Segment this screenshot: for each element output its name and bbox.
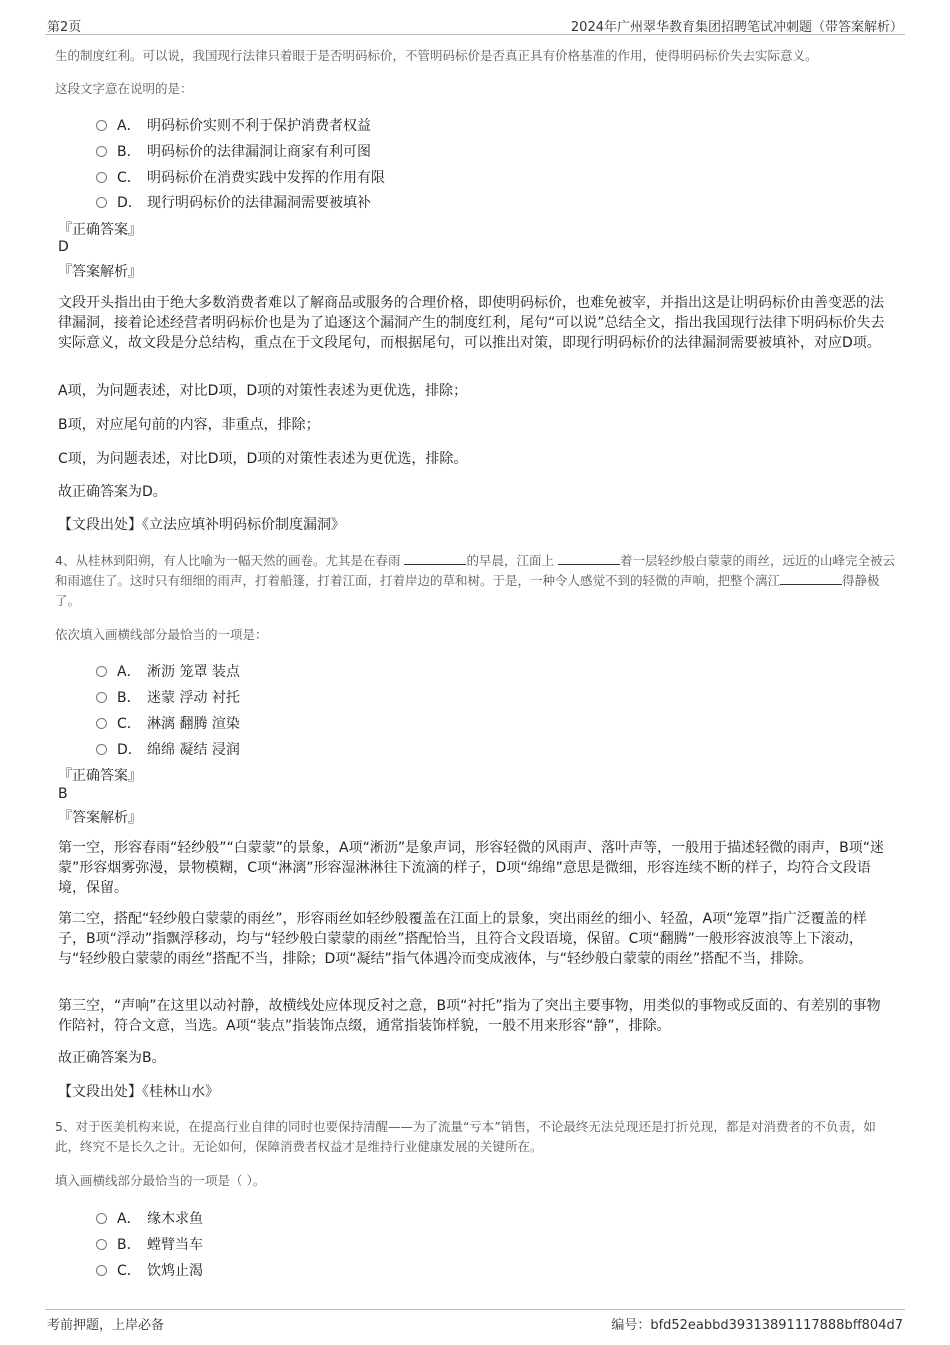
blank-line — [780, 572, 842, 585]
q3-option-c[interactable]: C． 明码标价在消费实践中发挥的作用有限 — [96, 167, 385, 187]
radio-icon[interactable] — [96, 197, 107, 208]
radio-icon[interactable] — [96, 146, 107, 157]
q3-analysis-label: 『答案解析』 — [58, 264, 142, 280]
blank-line — [558, 552, 620, 565]
q3-option-d[interactable]: D． 现行明码标价的法律漏洞需要被填补 — [96, 192, 371, 212]
q4-option-a[interactable]: A． 淅沥 笼罩 装点 — [96, 661, 240, 681]
q5-option-b[interactable]: B． 螳臂当车 — [96, 1234, 203, 1254]
q3-analysis-paragraph: C项，为问题表述，对比D项，D项的对策性表述为更优选，排除。 — [58, 451, 468, 467]
q5-option-a[interactable]: A． 缘木求鱼 — [96, 1208, 203, 1228]
blank-line — [404, 552, 466, 565]
radio-icon[interactable] — [96, 1239, 107, 1250]
q4-option-c[interactable]: C． 淋漓 翻腾 渲染 — [96, 713, 240, 733]
q3-option-a[interactable]: A． 明码标价实则不利于保护消费者权益 — [96, 115, 371, 135]
q3-conclusion: 故正确答案为D。 — [58, 484, 167, 500]
q4-analysis-paragraph: 第三空，“声响”在这里以动衬静，故横线处应体现反衬之意，B项“衬托”指为了突出主要事物，用类似的事物或反面的、有差别的事物作陪衬，符合文意，当选。A项“装点”指装饰点缀，通常指装饰样貌，一般不用来形容“静”，排除。 — [58, 998, 881, 1034]
q3-answer: D — [58, 239, 69, 255]
q3-analysis-paragraph: B项，对应尾句前的内容，非重点，排除； — [58, 417, 320, 433]
radio-icon[interactable] — [96, 744, 107, 755]
q4-prompt: 依次填入画横线部分最恰当的一项是： — [55, 627, 268, 642]
q3-prompt: 这段文字意在说明的是： — [55, 81, 193, 96]
page-header — [45, 14, 905, 35]
radio-icon[interactable] — [96, 1213, 107, 1224]
q3-analysis-paragraph: 文段开头指出由于绝大多数消费者难以了解商品或服务的合理价格，即使明码标价，也难免被宰，并指出这是让明码标价由善变恶的法律漏洞，接着论述经营者明码标价也是为了追逐这个漏洞产生的制度红利，尾句“可以说”总结全文，指出我国现行法律下明码标价失去实际意义，故文段是分总结构，重点在于文段尾句，而根据尾句，可以推出对策，即现行明码标价的法律漏洞需要被填补，对应D项。 — [58, 295, 885, 351]
page-footer — [45, 1309, 905, 1333]
q4-answer: B — [58, 786, 68, 802]
radio-icon[interactable] — [96, 666, 107, 677]
q3-passage-tail: 生的制度红利。可以说，我国现行法律只着眼于是否明码标价，不管明码标价是否真正具有价格基准的作用，使得明码标价失去实际意义。 — [55, 48, 818, 63]
radio-icon[interactable] — [96, 172, 107, 183]
q4-analysis-paragraph: 第一空，形容春雨“轻纱般”“白蒙蒙”的景象，A项“淅沥”是象声词，形容轻微的风雨声、落叶声等，一般用于描述轻微的雨声，B项“迷蒙”形容烟雾弥漫，景物模糊，C项“淋漓”形容湿淋淋往下流滴的样子，D项“绵绵”意思是微细，形容连续不断的样子，均符合文段语境，保留。 — [58, 840, 884, 896]
q3-answer-label: 『正确答案』 — [58, 222, 142, 238]
q4-source: 【文段出处】《桂林山水》 — [58, 1084, 219, 1100]
q3-analysis-paragraph: A项，为问题表述，对比D项，D项的对策性表述为更优选，排除； — [58, 383, 468, 399]
q4-conclusion: 故正确答案为B。 — [58, 1050, 166, 1066]
page-number: 第2页 — [47, 20, 82, 35]
q4-option-b[interactable]: B． 迷蒙 浮动 衬托 — [96, 687, 240, 707]
q5-stem: 5、对于医美机构来说，在提高行业自律的同时也要保持清醒——为了流量“亏本”销售，不论最终无法兑现还是打折兑现，都是对消费者的不负责，如此，终究不是长久之计。无论如何，保障消费者权益才是维持行业健康发展的关键所在。 — [55, 1119, 876, 1154]
document-title: 2024年广州翠华教育集团招聘笔试冲刺题（带答案解析） — [570, 20, 903, 35]
q5-prompt: 填入画横线部分最恰当的一项是（ ）。 — [55, 1173, 266, 1188]
q4-option-d[interactable]: D． 绵绵 凝结 浸润 — [96, 739, 240, 759]
q5-option-c[interactable]: C． 饮鸩止渴 — [96, 1260, 203, 1280]
radio-icon[interactable] — [96, 692, 107, 703]
radio-icon[interactable] — [96, 120, 107, 131]
radio-icon[interactable] — [96, 718, 107, 729]
radio-icon[interactable] — [96, 1265, 107, 1276]
footer-slogan: 考前押题，上岸必备 — [47, 1318, 165, 1333]
document-code: 编号：bfd52eabbd39313891117888bff804d7 — [611, 1318, 903, 1333]
q3-option-b[interactable]: B． 明码标价的法律漏洞让商家有利可图 — [96, 141, 371, 161]
q4-analysis-paragraph: 第二空，搭配“轻纱般白蒙蒙的雨丝”，形容雨丝如轻纱般覆盖在江面上的景象，突出雨丝的细小、轻盈，A项“笼罩”指广泛覆盖的样子，B项“浮动”指飘浮移动，均与“轻纱般白蒙蒙的雨丝”搭配恰当，且符合文段语境，保留。C项“翻腾”一般形容波浪等上下滚动，与“轻纱般白蒙蒙的雨丝”搭配不当，排除；D项“凝结”指气体遇冷而变成液体，与“轻纱般白蒙蒙的雨丝”搭配不当，排除。 — [58, 911, 867, 967]
q4-analysis-label: 『答案解析』 — [58, 810, 142, 826]
q4-answer-label: 『正确答案』 — [58, 768, 142, 784]
q4-stem: 4、从桂林到阳朔，有人比喻为一幅天然的画卷。尤其是在春雨 的早晨，江面上 着一层轻纱般白蒙蒙的雨丝，远近的山峰完全被云和雨遮住了。这时只有细细的雨声，打着船篷，打着江面，打着岸边的草和树。于是，一种令人感觉不到的轻微的声响，把整个漓江 得静极了。 — [55, 553, 895, 608]
q3-source: 【文段出处】《立法应填补明码标价制度漏洞》 — [58, 517, 345, 533]
